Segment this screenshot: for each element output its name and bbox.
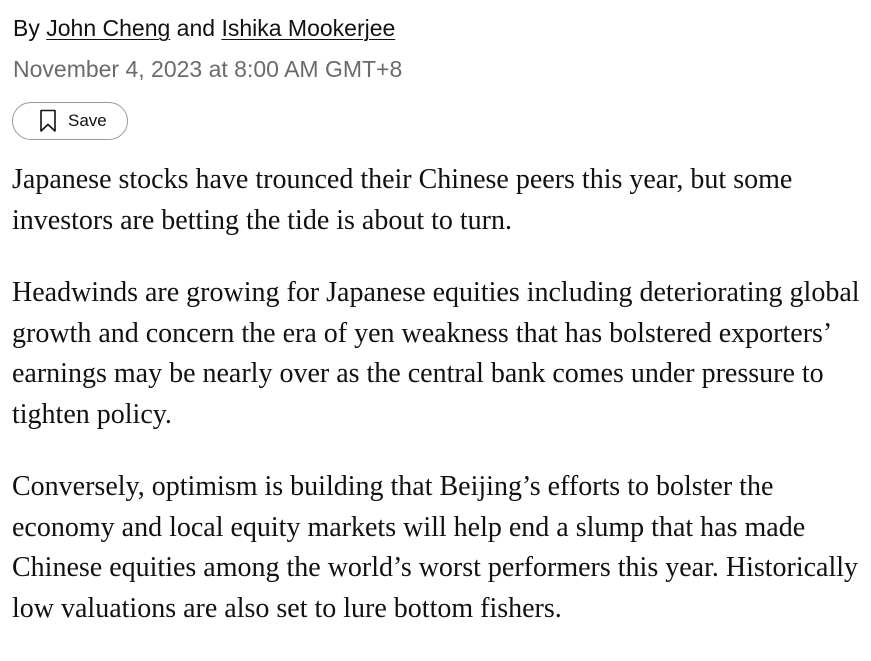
- byline: [13, 12, 395, 44]
- publish-date: November 4, 2023 at 8:00 AM GMT+8: [13, 56, 403, 82]
- article-paragraph: Japanese stocks have trounced their Chinese peers this year, but some investors are betting the tide is about to turn.: [12, 164, 793, 236]
- article-paragraph: Conversely, optimism is building that Beijing’s efforts to bolster the economy and local equity markets will help end a slump that has made Chinese equities among the world’s worst performers this year. Historically low valuations are also set to lure bottom fishers.: [12, 471, 859, 624]
- byline-prefix: By: [13, 15, 40, 41]
- author-link-john-cheng[interactable]: John Cheng: [46, 15, 171, 41]
- bookmark-icon: [39, 109, 57, 133]
- article-body: [12, 160, 862, 661]
- save-button[interactable]: [12, 102, 128, 140]
- save-button-label: Save: [68, 111, 107, 130]
- article-paragraph: Headwinds are growing for Japanese equities including deteriorating global growth and concern the era of yen weakness that has bolstered exporters’ earnings may be nearly over as the central bank comes under pressure to tighten policy.: [12, 277, 860, 430]
- author-link-ishika-mookerjee[interactable]: Ishika Mookerjee: [221, 15, 396, 41]
- byline-conjunction: and: [176, 15, 216, 41]
